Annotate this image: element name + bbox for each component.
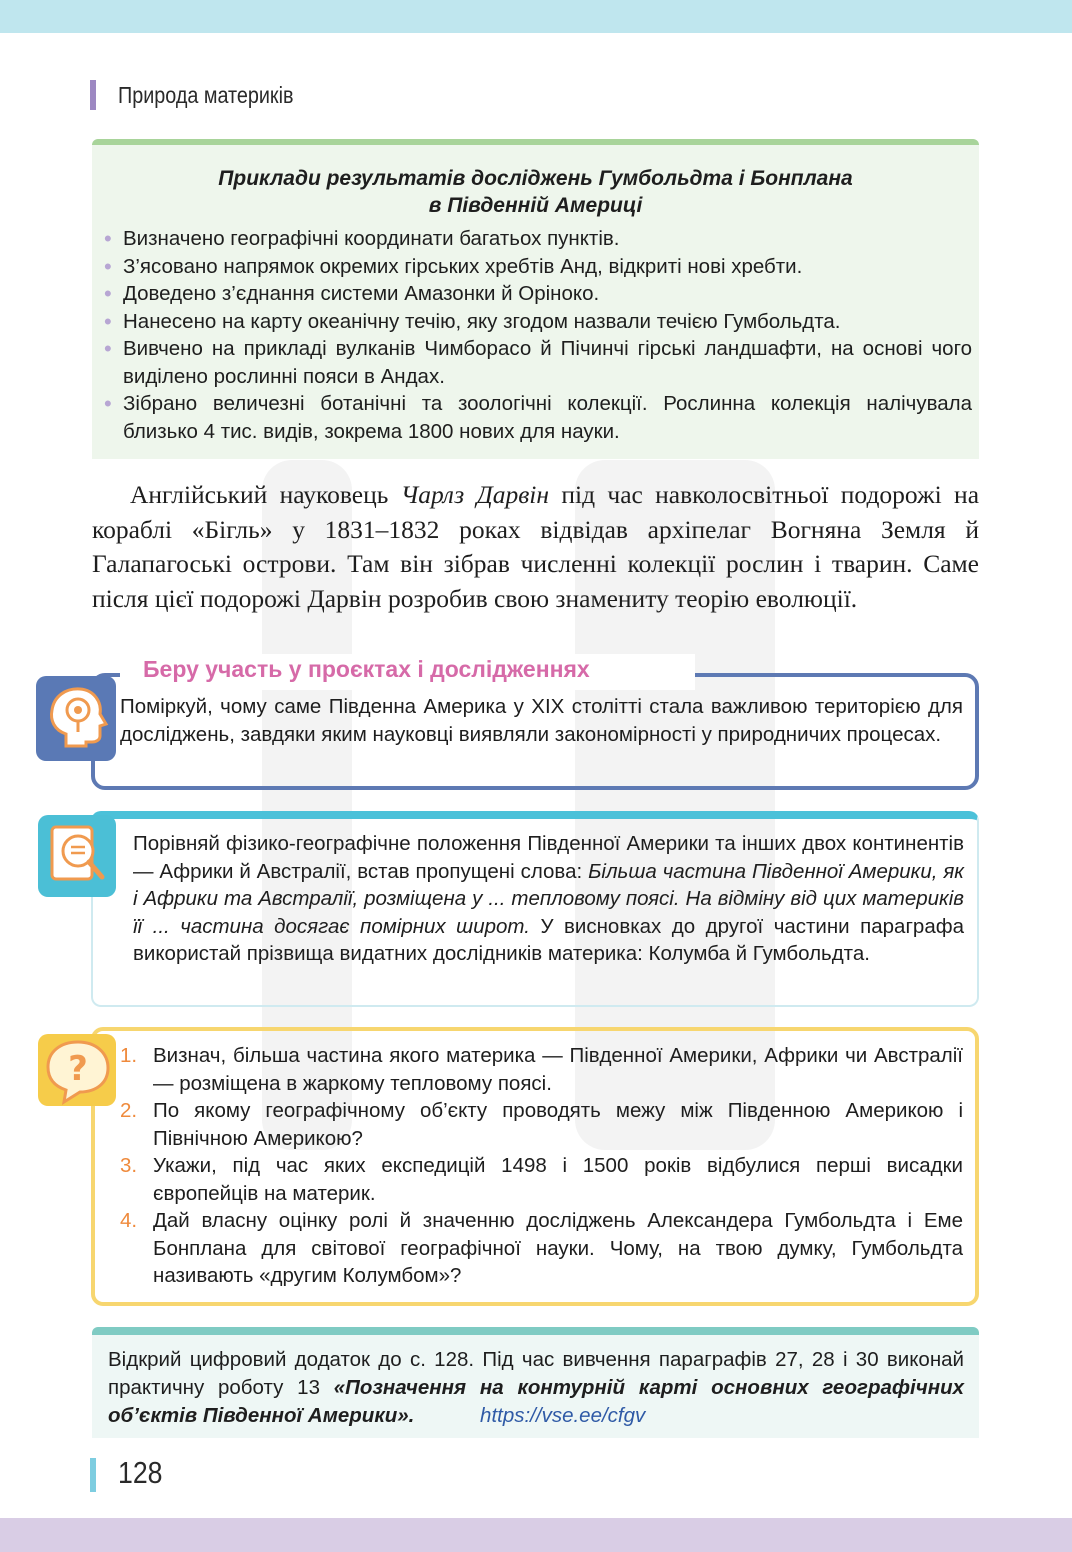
header-accent-bar — [90, 80, 96, 110]
question-text: Укажи, під час яких експедицій 1498 і 1500 років відбулися перші висадки європейців на материк. — [153, 1154, 963, 1205]
findings-title-line1: Приклади результатів досліджень Гумбольдта і Бонплана — [218, 167, 853, 190]
paragraph-text: під час навколосвітньої подорожі на кораблі «Бігль» у 1831–1832 роках відвідав архіпелаг Вогняна Земля й Галапагоські острови. Там він зібрав численні колекції рослин і тварин. Саме після цієї подорожі Дарвін розробив свою знамениту теорію еволюції. — [92, 480, 980, 613]
digital-text-bold: «Позначення на контурній карті основних географічних об’єктів Південної Америки». — [108, 1376, 964, 1427]
digital-text-plain: Відкрий цифровий додаток до с. 128. Під час вивчення параграфів 27, 28 і 30 виконай практичну роботу 13 — [108, 1348, 964, 1399]
digital-link[interactable]: https://vse.ee/cfgv — [480, 1404, 646, 1427]
list-item — [120, 1152, 963, 1207]
findings-list — [102, 225, 972, 445]
section-title: Природа материків — [118, 82, 294, 108]
list-item — [120, 1207, 963, 1290]
compare-text-italic: Більша частина Південної Америки, як і Африки та Австралії, розміщена у ... тепловому поясі. На відміну від цих материків її ... частина досягає помірних широт. — [133, 859, 964, 938]
question-number: 3. — [120, 1154, 138, 1177]
questions-icon-background — [38, 1034, 116, 1106]
findings-title-line2: в Південній Америці — [428, 194, 643, 217]
page-number: 128 — [118, 1455, 163, 1490]
list-item — [120, 1042, 963, 1097]
compare-text — [133, 830, 964, 968]
list-item: • З’ясовано напрямок окремих гірських хребтів Анд, відкриті нові хребти. — [102, 253, 972, 281]
magnifier-document-icon — [38, 815, 116, 897]
list-item: • Зібрано величезні ботанічні та зоологічні колекції. Рослинна колекція налічувала близько 4 тис. видів, зокрема 1800 нових для науки. — [102, 390, 972, 445]
list-item: • Доведено з’єднання системи Амазонки й Оріноко. — [102, 280, 972, 308]
compare-icon-background — [38, 815, 116, 897]
darwin-paragraph — [92, 478, 979, 616]
top-color-band — [0, 0, 1072, 33]
list-item: • Визначено географічні координати багатьох пунктів. — [102, 225, 972, 253]
questions-list — [120, 1042, 963, 1290]
bottom-color-band — [0, 1518, 1072, 1552]
question-number: 1. — [120, 1044, 138, 1067]
thinking-head-icon — [36, 676, 116, 761]
question-number: 2. — [120, 1099, 138, 1122]
question-text: По якому географічному об’єкту проводять межу між Південною Америкою і Північною Америкою? — [153, 1099, 963, 1150]
question-number: 4. — [120, 1209, 138, 1232]
question-text: Визнач, більша частина якого материка — Південної Америки, Африки чи Австралії — розміщена в жаркому тепловому поясі. — [153, 1044, 963, 1095]
paragraph-text: Англійський науковець — [130, 480, 401, 509]
footer-accent-bar — [90, 1458, 96, 1492]
list-item — [120, 1097, 963, 1152]
compare-text-plain: У висновках до другої частини параграфа використай прізвища видатних дослідників материка: Колумба й Гумбольдта. — [133, 914, 964, 965]
svg-text:?: ? — [68, 1049, 88, 1089]
project-text: Поміркуй, чому саме Південна Америка у XIX столітті стала важливою територією для досліджень, завдяки яким науковці виявляли закономірності у природничих процесах. — [120, 695, 963, 746]
compare-text-plain: Порівняй фізико-географічне положення Південної Америки та інших двох континентів — Африки й Австралії, встав пропущені слова: — [133, 832, 964, 883]
darwin-name: Чарлз Дарвін — [400, 480, 550, 509]
project-heading: Беру участь у проєктах і дослідженнях — [143, 656, 590, 682]
question-text: Дай власну оцінку ролі й значенню досліджень Александера Гумбольдта і Еме Бонплана для світової географічної науки. Чому, на твою думку, Гумбольдта називають «другим Колумбом»? — [153, 1209, 963, 1287]
list-item: • Нанесено на карту океанічну течію, яку згодом назвали течією Гумбольдта. — [102, 308, 972, 336]
findings-title — [92, 165, 979, 219]
project-icon-background — [36, 676, 116, 761]
list-item: • Вивчено на прикладі вулканів Чимборасо й Пічинчі гірські ландшафти, на основі чого виділено рослинні пояси в Андах. — [102, 335, 972, 390]
question-bubble-icon — [38, 1034, 116, 1106]
digital-supplement-text — [108, 1346, 964, 1430]
